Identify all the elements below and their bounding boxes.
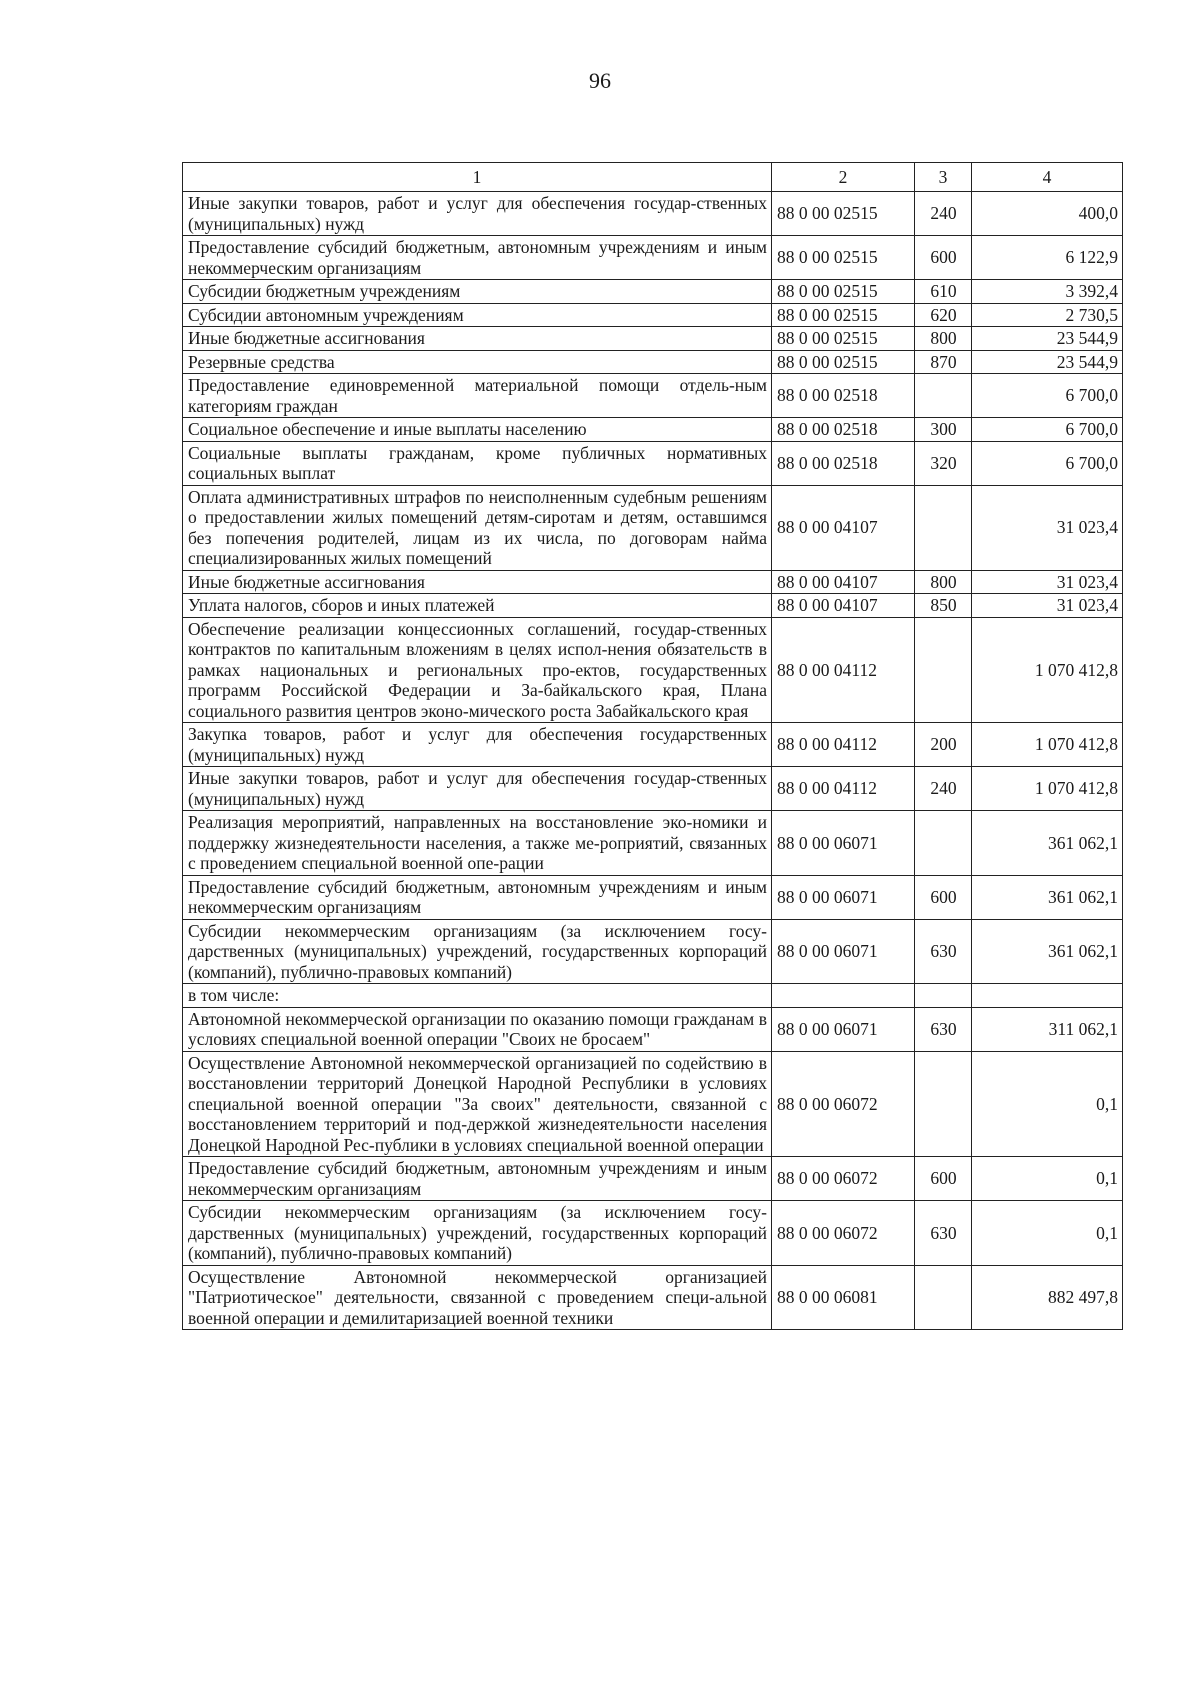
table-row [183, 984, 1123, 1008]
row-code-cell [772, 984, 915, 1008]
row-amount-cell: 2 730,5 [972, 303, 1123, 327]
row-name-cell: Закупка товаров, работ и услуг для обеспечения государственных (муниципальных) нужд [183, 723, 772, 767]
row-name-cell: Субсидии бюджетным учреждениям [183, 280, 772, 304]
row-name-cell: Социальные выплаты гражданам, кроме публичных нормативных социальных выплат [183, 441, 772, 485]
table-row [183, 485, 1123, 570]
row-expense-type-cell: 240 [915, 767, 972, 811]
row-amount-cell: 311 062,1 [972, 1007, 1123, 1051]
table-row [183, 767, 1123, 811]
row-name-cell: Предоставление субсидий бюджетным, автономным учреждениям и иным некоммерческим организациям [183, 1157, 772, 1201]
table-row [183, 441, 1123, 485]
row-amount-cell: 1 070 412,8 [972, 617, 1123, 723]
table-row [183, 811, 1123, 876]
table-row [183, 617, 1123, 723]
row-amount-cell: 31 023,4 [972, 485, 1123, 570]
table-row [183, 1157, 1123, 1201]
row-code-cell: 88 0 00 06072 [772, 1051, 915, 1157]
row-name-cell: Социальное обеспечение и иные выплаты населению [183, 418, 772, 442]
row-name-cell: Обеспечение реализации концессионных соглашений, государ-ственных контрактов по капитальным вложениям в целях испол-нения обязательств в рамках национальных и региональных про-ектов, государственных программ Российской Федерации и За-байкальского края, Плана социального развития центров эконо-мического роста Забайкальского края [183, 617, 772, 723]
row-amount-cell: 6 700,0 [972, 418, 1123, 442]
row-amount-cell: 882 497,8 [972, 1265, 1123, 1330]
row-amount-cell: 400,0 [972, 192, 1123, 236]
row-code-cell: 88 0 00 04112 [772, 617, 915, 723]
row-amount-cell: 361 062,1 [972, 875, 1123, 919]
row-name-cell: Предоставление субсидий бюджетным, автономным учреждениям и иным некоммерческим организациям [183, 236, 772, 280]
table-row [183, 192, 1123, 236]
row-code-cell: 88 0 00 04112 [772, 723, 915, 767]
table-row [183, 1007, 1123, 1051]
table-body [183, 192, 1123, 1330]
row-name-cell: Иные закупки товаров, работ и услуг для обеспечения государ-ственных (муниципальных) нужд [183, 192, 772, 236]
row-amount-cell: 0,1 [972, 1157, 1123, 1201]
table-row [183, 327, 1123, 351]
row-expense-type-cell [915, 1265, 972, 1330]
row-code-cell: 88 0 00 06072 [772, 1157, 915, 1201]
table-row [183, 570, 1123, 594]
row-amount-cell: 31 023,4 [972, 570, 1123, 594]
table-row [183, 723, 1123, 767]
row-amount-cell: 6 122,9 [972, 236, 1123, 280]
table-row [183, 875, 1123, 919]
row-code-cell: 88 0 00 02515 [772, 236, 915, 280]
table-row [183, 418, 1123, 442]
row-amount-cell: 361 062,1 [972, 811, 1123, 876]
row-name-cell: Субсидии некоммерческим организациям (за исключением госу-дарственных (муниципальных) учреждений, государственных корпораций (компаний), публично-правовых компаний) [183, 919, 772, 984]
row-code-cell: 88 0 00 02515 [772, 280, 915, 304]
row-code-cell: 88 0 00 04107 [772, 485, 915, 570]
row-amount-cell: 6 700,0 [972, 374, 1123, 418]
row-expense-type-cell: 630 [915, 919, 972, 984]
table-row [183, 236, 1123, 280]
row-name-cell: Субсидии автономным учреждениям [183, 303, 772, 327]
row-amount-cell: 23 544,9 [972, 327, 1123, 351]
row-amount-cell: 1 070 412,8 [972, 723, 1123, 767]
row-expense-type-cell: 240 [915, 192, 972, 236]
row-expense-type-cell: 300 [915, 418, 972, 442]
row-expense-type-cell: 850 [915, 594, 972, 618]
row-code-cell: 88 0 00 02515 [772, 350, 915, 374]
row-expense-type-cell: 630 [915, 1007, 972, 1051]
row-expense-type-cell: 630 [915, 1201, 972, 1266]
row-name-cell: в том числе: [183, 984, 772, 1008]
row-expense-type-cell: 600 [915, 1157, 972, 1201]
header-col-1: 1 [183, 163, 772, 192]
row-code-cell: 88 0 00 02515 [772, 327, 915, 351]
row-name-cell: Уплата налогов, сборов и иных платежей [183, 594, 772, 618]
row-amount-cell: 31 023,4 [972, 594, 1123, 618]
table-row [183, 280, 1123, 304]
table-row [183, 1201, 1123, 1266]
row-code-cell: 88 0 00 02515 [772, 303, 915, 327]
row-expense-type-cell [915, 374, 972, 418]
row-name-cell: Предоставление единовременной материальной помощи отдель-ным категориям граждан [183, 374, 772, 418]
row-code-cell: 88 0 00 02518 [772, 374, 915, 418]
header-col-4: 4 [972, 163, 1123, 192]
row-expense-type-cell: 620 [915, 303, 972, 327]
row-code-cell: 88 0 00 04107 [772, 570, 915, 594]
row-name-cell: Резервные средства [183, 350, 772, 374]
row-code-cell: 88 0 00 02518 [772, 418, 915, 442]
row-name-cell: Оплата административных штрафов по неисполненным судебным решениям о предоставлении жилых помещений детям-сиротам и детям, оставшимся без попечения родителей, лицам из их числа, по договорам найма специализированных жилых помещений [183, 485, 772, 570]
row-expense-type-cell [915, 1051, 972, 1157]
row-code-cell: 88 0 00 04112 [772, 767, 915, 811]
table-row [183, 303, 1123, 327]
header-col-2: 2 [772, 163, 915, 192]
table-row [183, 374, 1123, 418]
row-code-cell: 88 0 00 02515 [772, 192, 915, 236]
table-row [183, 919, 1123, 984]
row-expense-type-cell: 800 [915, 327, 972, 351]
row-code-cell: 88 0 00 02518 [772, 441, 915, 485]
row-expense-type-cell [915, 984, 972, 1008]
row-amount-cell: 3 392,4 [972, 280, 1123, 304]
row-expense-type-cell: 200 [915, 723, 972, 767]
row-name-cell: Субсидии некоммерческим организациям (за исключением госу-дарственных (муниципальных) учреждений, государственных корпораций (компаний), публично-правовых компаний) [183, 1201, 772, 1266]
row-expense-type-cell: 600 [915, 236, 972, 280]
row-code-cell: 88 0 00 06072 [772, 1201, 915, 1266]
row-name-cell: Реализация мероприятий, направленных на восстановление эко-номики и поддержку жизнедеятельности населения, а также ме-роприятий, связанных с проведением специальной военной опе-рации [183, 811, 772, 876]
row-expense-type-cell: 320 [915, 441, 972, 485]
row-code-cell: 88 0 00 06081 [772, 1265, 915, 1330]
row-amount-cell: 361 062,1 [972, 919, 1123, 984]
row-expense-type-cell [915, 617, 972, 723]
row-code-cell: 88 0 00 04107 [772, 594, 915, 618]
row-name-cell: Осуществление Автономной некоммерческой организацией "Патриотическое" деятельности, связанной с проведением специ-альной военной операции и демилитаризацией военной техники [183, 1265, 772, 1330]
row-expense-type-cell [915, 485, 972, 570]
table-row [183, 1051, 1123, 1157]
table-row [183, 350, 1123, 374]
row-expense-type-cell: 600 [915, 875, 972, 919]
row-amount-cell [972, 984, 1123, 1008]
row-name-cell: Иные закупки товаров, работ и услуг для обеспечения государ-ственных (муниципальных) нужд [183, 767, 772, 811]
row-amount-cell: 0,1 [972, 1051, 1123, 1157]
row-expense-type-cell: 610 [915, 280, 972, 304]
row-name-cell: Иные бюджетные ассигнования [183, 327, 772, 351]
row-name-cell: Предоставление субсидий бюджетным, автономным учреждениям и иным некоммерческим организациям [183, 875, 772, 919]
row-code-cell: 88 0 00 06071 [772, 811, 915, 876]
table-row [183, 1265, 1123, 1330]
row-expense-type-cell [915, 811, 972, 876]
budget-table [182, 162, 1123, 1330]
header-col-3: 3 [915, 163, 972, 192]
table-row [183, 594, 1123, 618]
row-code-cell: 88 0 00 06071 [772, 919, 915, 984]
row-amount-cell: 23 544,9 [972, 350, 1123, 374]
page-number: 96 [589, 68, 611, 93]
row-expense-type-cell: 870 [915, 350, 972, 374]
row-amount-cell: 0,1 [972, 1201, 1123, 1266]
row-name-cell: Осуществление Автономной некоммерческой организацией по содействию в восстановлении территорий Донецкой Народной Республики в условиях специальной военной операции "За своих" деятельности, связанной с восстановлением территорий и под-держкой жизнедеятельности населения Донецкой Народной Рес-публики в условиях специальной военной операции [183, 1051, 772, 1157]
header-row [183, 163, 1123, 192]
row-code-cell: 88 0 00 06071 [772, 875, 915, 919]
row-name-cell: Автономной некоммерческой организации по оказанию помощи гражданам в условиях специальной военной операции "Своих не бросаем" [183, 1007, 772, 1051]
row-expense-type-cell: 800 [915, 570, 972, 594]
row-name-cell: Иные бюджетные ассигнования [183, 570, 772, 594]
row-amount-cell: 6 700,0 [972, 441, 1123, 485]
row-code-cell: 88 0 00 06071 [772, 1007, 915, 1051]
row-amount-cell: 1 070 412,8 [972, 767, 1123, 811]
